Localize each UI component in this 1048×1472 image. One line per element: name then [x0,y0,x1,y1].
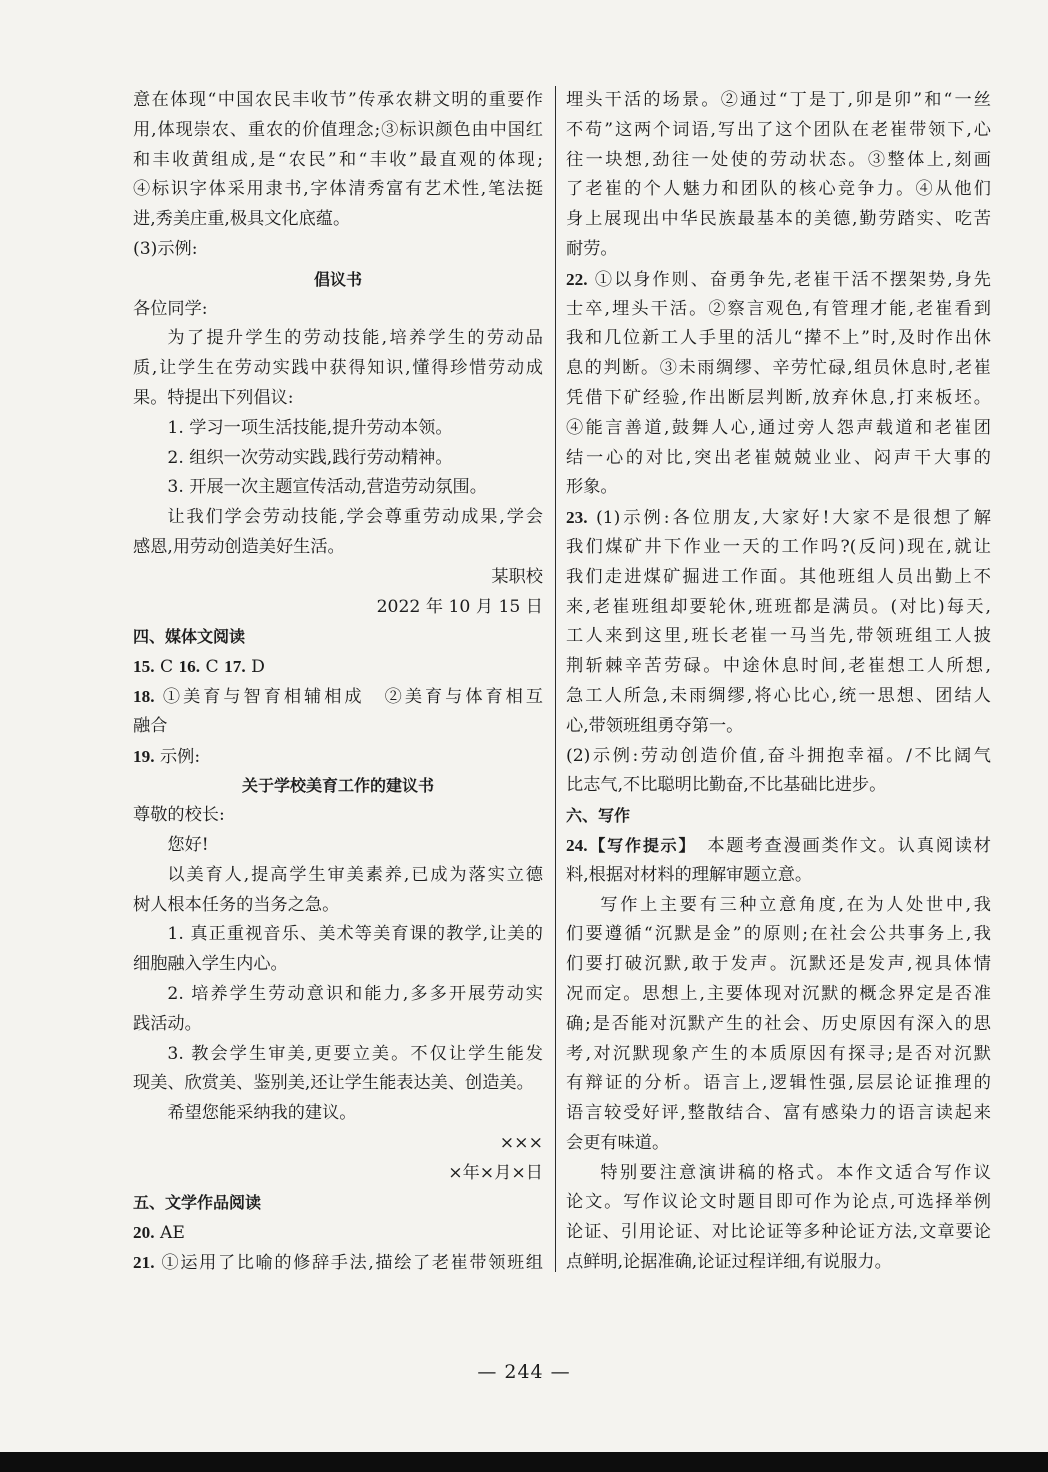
text-line: 士卒,埋头干活。②察言观色,有管理才能,老崔看到 [566,298,991,319]
answer: C [200,657,225,678]
answer: C [154,657,179,678]
section-heading: 四、媒体文阅读 [133,627,246,647]
text-line: 往一块想,劲往一处使的劳动状态。③整体上,刻画 [566,149,991,170]
answer-line [566,831,991,861]
text-line: 我们煤矿井下作业一天的工作吗?(反问)现在,就让 [566,536,991,557]
text-line: 确;是否能对沉默产生的社会、历史原因有深入的思 [566,1013,991,1034]
text-line: 凭借下矿经验,作出断层判断,放弃休息,打来板坯。 [566,387,991,408]
text-line: (2)示例:劳动创造价值,奋斗拥抱幸福。/不比阔气 [566,745,991,766]
left-column [133,86,543,1278]
suggestion-title: 关于学校美育工作的建议书 [241,776,434,796]
text-line: 况而定。思想上,主要体现对沉默的概念界定是否准 [566,983,991,1004]
list-item: 2. 组织一次劳动实践,践行劳动精神。 [167,447,453,468]
text-line: 工人来到这里,班长老崔一马当先,带领班组工人披 [566,626,991,647]
list-item: 3. 开展一次主题宣传活动,营造劳动氛围。 [167,477,487,498]
salutation: 各位同学: [133,298,208,319]
answer: (1)示例:各位朋友,大家好!大家不是很想了解 [587,508,991,529]
text-line: 让我们学会劳动技能,学会尊重劳动成果,学会 [167,507,543,528]
text-line: 语言较受好评,整散结合、富有感染力的语言读起来 [566,1103,991,1124]
answer-line [566,265,991,295]
question-number: 16. [178,657,201,677]
page-number: — 244 — [477,1361,571,1383]
text-line: 写作上主要有三种立意角度,在为人处世中,我 [600,894,991,915]
text-line: 感恩,用劳动创造美好生活。 [133,536,345,557]
text-line: 了老崔的个人魅力和团队的核心竞争力。④从他们 [566,179,991,200]
text-line: 埋头干活的场景。②通过“丁是丁,卯是卯”和“一丝 [566,90,991,110]
salutation: 尊敬的校长: [133,805,225,826]
question-number: 23. [566,508,588,528]
answer-line [133,682,543,712]
text-line: (3)示例: [133,238,198,259]
proposal-title: 倡议书 [313,269,362,289]
text-line: 们要打破沉默,敢于发声。沉默还是发声,视具体情 [566,954,991,975]
text-line: 用,体现崇农、重农的价值理念;③标识颜色由中国红 [133,119,543,140]
answer-line [133,742,543,772]
text-line: 意在体现“中国农民丰收节”传承农耕文明的重要作 [133,90,543,110]
greeting: 您好! [167,834,209,855]
text-line: 为了提升学生的劳动技能,培养学生的劳动品 [167,328,543,349]
right-column [566,86,991,1278]
text-line: 细胞融入学生内心。 [133,954,288,975]
text-line: 比志气,不比聪明比勤奋,不比基础比进步。 [566,775,887,796]
text-line: 来,老崔班组却要轮休,班班都是满员。(对比)每天, [566,596,991,617]
list-item: 1. 学习一项生活技能,提升劳动本领。 [167,417,453,438]
question-number: 24. [566,835,588,855]
signature: ××× [499,1132,543,1153]
scan-edge-bar [0,1452,1048,1472]
text-line: 现美、欣赏美、鉴别美,还让学生能表达美、创造美。 [133,1073,534,1094]
list-item: 3. 教会学生审美,更要立美。不仅让学生能发 [167,1043,543,1064]
section-heading: 五、文学作品阅读 [133,1193,262,1213]
text-line: 不苟”这两个词语,写出了这个团队在老崔带领下,心 [566,119,991,140]
question-number: 20. [133,1223,155,1243]
writing-tip-label: 【写作提示】 [587,835,689,855]
text-line: 身上展现出中华民族最基本的美德,勤劳踏实、吃苦 [566,209,991,230]
text-line: 耐劳。 [566,238,618,259]
text-line: ④能言善道,鼓舞人心,通过旁人怨声载道和老崔团 [566,417,991,438]
answer-line [566,503,991,533]
text-line: 论证、引用论证、对比论证等多种论证方法,文章要论 [566,1222,991,1243]
text-line: 我们走进煤矿掘进工作面。其他班组人员出勤上不 [566,566,991,587]
text-line: 果。特提出下列倡议: [133,387,294,408]
answer: ①美育与智育相辅相成 ②美育与体育相互 [154,686,543,707]
question-number: 19. [133,746,155,766]
answer-line [133,652,543,682]
text-line: ④标识字体采用隶书,字体清秀富有艺术性,笔法挺 [133,179,543,200]
text-line: 料,根据对材料的理解审题立意。 [566,864,813,885]
text-line: 会更有味道。 [566,1132,670,1153]
answer: 本题考查漫画类作文。认真阅读材 [688,835,991,856]
answer: D [245,657,265,678]
section-heading: 六、写作 [566,806,631,826]
text-line: 特别要注意演讲稿的格式。本作文适合写作议 [600,1162,991,1183]
text-line: 们要遵循“沉默是金”的原则;在社会公共事务上,我 [566,924,991,945]
text-line: 荆斩棘辛苦劳碌。中途休息时间,老崔想工人所想, [566,656,991,677]
question-number: 21. [133,1253,155,1273]
text-line: 考,对沉默现象产生的本质原因有探寻;是否对沉默 [566,1043,991,1064]
text-line: 心,带领班组勇夺第一。 [566,715,744,736]
answer: 示例: [154,746,201,767]
text-line: 论文。写作议论文时题目即可作为论点,可选择举例 [566,1192,991,1213]
text-line: 践活动。 [133,1013,202,1034]
date: ×年×月×日 [448,1162,543,1183]
text-line: 树人根本任务的当务之急。 [133,894,340,915]
question-number: 15. [133,657,155,677]
text-line: 有辩证的分析。语言上,逻辑性强,层层论证推理的 [566,1073,991,1094]
question-number: 18. [133,686,155,706]
text-line: 希望您能采纳我的建议。 [167,1103,357,1124]
text-line: 息的判断。③未雨绸缪、辛劳忙碌,组员休息时,老崔 [566,358,991,379]
signature: 某职校 [491,566,543,587]
answer: ①运用了比喻的修辞手法,描绘了老崔带领班组 [154,1253,543,1274]
question-number: 22. [566,269,588,289]
answer-line [133,1248,543,1278]
text-line: 结一心的对比,突出老崔兢兢业业、闷声干大事的 [566,447,991,468]
text-line: 点鲜明,论据准确,论证过程详细,有说服力。 [566,1252,892,1273]
date: 2022 年 10 月 15 日 [376,596,543,617]
text-line: 融合 [133,715,168,736]
text-line: 和丰收黄组成,是“农民”和“丰收”最直观的体现; [133,149,543,170]
text-line: 我和几位新工人手里的活儿“撵不上”时,及时作出休 [566,328,991,349]
answer: AE [154,1223,185,1244]
column-divider [555,86,556,1272]
list-item: 1. 真正重视音乐、美术等美育课的教学,让美的 [167,924,543,945]
text-line: 急工人所急,未雨绸缪,将心比心,统一思想、团结人 [566,685,991,706]
text-line: 质,让学生在劳动实践中获得知识,懂得珍惜劳动成 [133,358,543,379]
answer-line [133,1218,543,1248]
text-line: 进,秀美庄重,极具文化底蕴。 [133,209,351,230]
text-line: 以美育人,提高学生审美素养,已成为落实立德 [167,864,543,885]
list-item: 2. 培养学生劳动意识和能力,多多开展劳动实 [167,983,543,1004]
text-line: 形象。 [566,477,618,498]
answer: ①以身作则、奋勇争先,老崔干活不摆架势,身先 [587,269,991,290]
question-number: 17. [224,657,246,677]
